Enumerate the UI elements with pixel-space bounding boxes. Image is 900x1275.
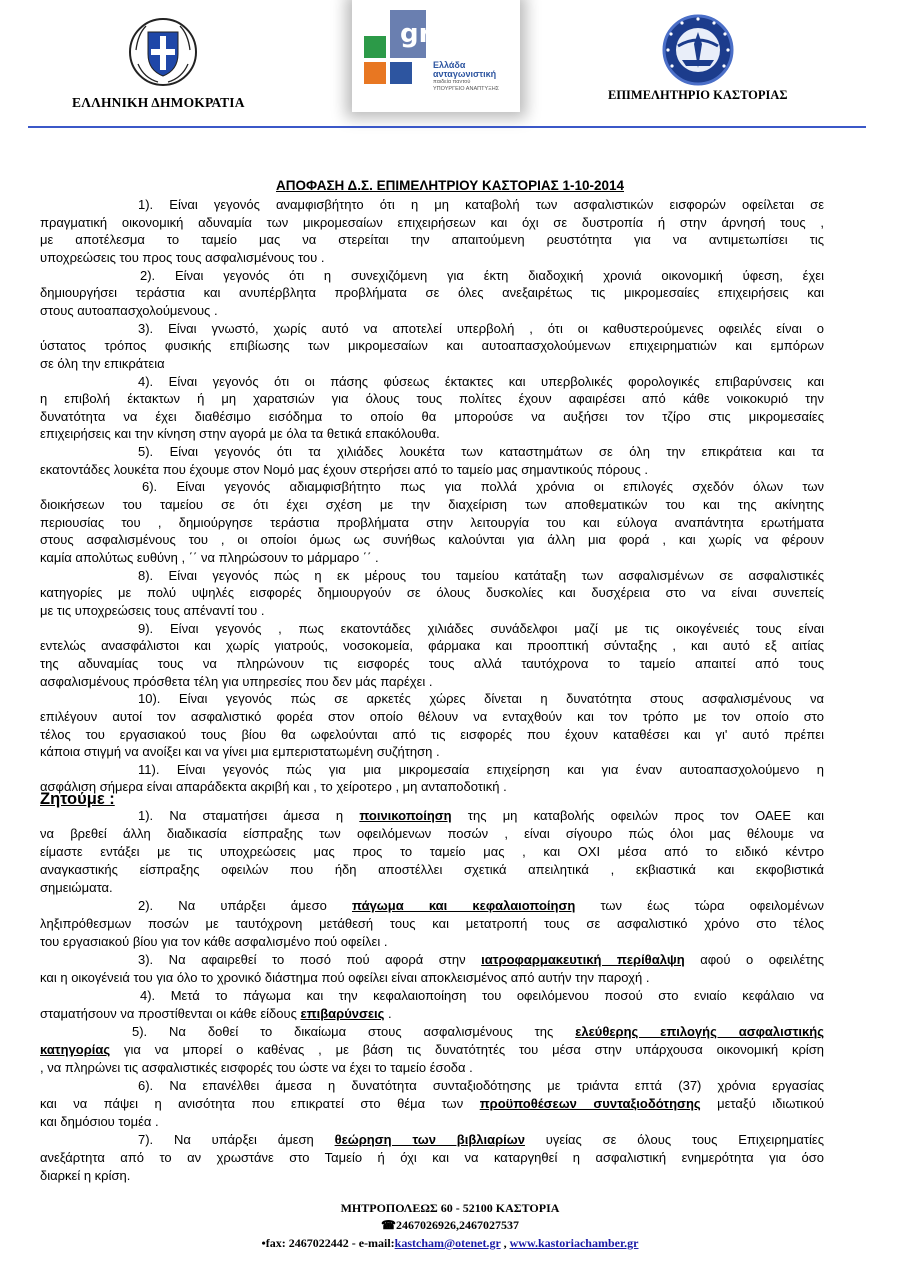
demand-5-line-1: 5). Να δοθεί το δικαίωμα στους ασφαλισμένους της ελεύθερης επιλογής ασφαλιστικής [132,1024,824,1039]
finding-line: τέλος του εργασιακού τους βίου θα ωφελούνται από τις εισφορές που έχουν καταθέσει και γι' αυτό πρέπει [40,726,824,742]
footer-address: ΜΗΤΡΟΠΟΛΕΩΣ 60 - 52100 ΚΑΣΤΟΡΙΑ [340,1201,560,1215]
finding-line: 3). Είναι γνωστό, χωρίς αυτό να αποτελεί υπερβολή , ότι οι καθυστερούμενες οφειλές είναι ο [138,320,824,336]
finding-line: δυνατότητα να έχει διαθέσιμο εισόδημα το οποίο θα μπορούσε να αυξήσει τον τζίρο στις μικρομεσαίες [40,408,824,424]
demand-1-line-5: σημειώματα. [40,880,113,895]
demand-3-line-1: 3). Να αφαιρεθεί το ποσό πού αφορά στην ιατροφαρμακευτική περίθαλψη αφού ο οφειλέτης [138,952,824,967]
finding-line: 9). Είναι γεγονός , πως εκατοντάδες χιλιάδες συνάδελφοι μαζί με τις οικογένειές τους είναι [138,620,824,636]
demand-1-line-3: είμαστε εντάξει με τις υποχρεώσεις μας προς το ταμείο μας , και ΟΧΙ μέσα από το ειδικό κέντρο [40,844,824,859]
greek-republic-label: ΕΛΛΗΝΙΚΗ ΔΗΜΟΚΡΑΤΙΑ [72,95,245,110]
competitive-greece-logo [352,0,520,112]
finding-line: 2). Είναι γεγονός ότι η συνεχιζόμενη για έκτη διαδοχική χρονιά οικονομική ύφεση, έχει [140,267,824,283]
demand-4-line-1: 4). Μετά το πάγωμα και την κεφαλαιοποίηση του οφειλόμενου ποσού στο ενιαίο κεφάλαιο να [140,988,824,1003]
demand-3-line-2: και η οικογένειά του για όλο το χρονικό διάστημα πού οφείλει είναι αποκλεισμένος από αυτήν την παροχή . [40,970,650,985]
finding-line: περιουσίας του , δημιούργησε τεράστια προβλήματα στην λειτουργία του και εύλογα αναπάντητα ερωτήματα [40,514,824,530]
demand-5-line-3: , να πληρώνει τις ασφαλιστικές εισφορές του ώστε να έχει το ταμείο έσοδα . [40,1060,473,1075]
finding-line: εντελώς ανασφάλιστοι και χωρίς γιατρούς, νοσοκομεία, φάρμακα και προοπτική σύνταξης , και αυτό εξ αιτίας [40,638,824,654]
finding-line: καμία απολύτως ευθύνη , ΄΄ να πληρώσουν το μάρμαρο ΄΄ . [40,550,379,565]
footer-phone: ☎2467026926,2467027537 [381,1218,519,1232]
email-link[interactable]: kastcham@otenet.gr [394,1236,501,1250]
header-divider [28,126,866,128]
logo-text-line-1: Ελλάδα [433,60,466,70]
demand-7-line-1: 7). Να υπάρξει άμεση θεώρηση των βιβλιαρίων υγείας σε όλους τους Επιχειρηματίες [138,1132,824,1147]
finding-line: η επιβολή έκτακτων ή μη χαρατσιών για όλους τους πολίτες έχουν αφαιρέσει από κάθε νοικοκυριό την [40,391,824,407]
greek-republic-crest [128,12,198,94]
finding-line: στους αυτοαπασχολούμενους . [40,302,218,318]
finding-line: 10). Είναι γεγονός πώς σε αρκετές χώρες δίνεται η δυνατότητα στους ασφαλισμένους να [138,691,824,707]
chamber-label: ΕΠΙΜΕΛΗΤΗΡΙΟ ΚΑΣΤΟΡΙΑΣ [608,88,788,102]
footer-contact: •fax: 2467022442 - e-mail:kastcham@otenet.gr , www.kastoriachamber.gr [261,1236,639,1250]
demand-1-line-2: να βρεθεί άλλη διαδικασία είσπραξης των οφειλόμενων ποσών , είναι σίγουρο πώς όλοι μας θέλουμε να [40,826,824,841]
finding-line: στους ασφαλισμένους του , οι οποίοι όμως ως συνήθως καλούνται για άλλη μια φορά , και χωρίς να φέρουν [40,532,824,548]
demand-1-line-1: 1). Να σταματήσει άμεσα η ποινικοποίηση της μη καταβολής οφειλών προς τον ΟΑΕΕ και [138,808,824,823]
demand-4-line-2: σταματήσουν να προστίθενται οι κάθε είδους επιβαρύνσεις . [40,1006,392,1021]
demands-heading: Ζητούμε : [40,790,115,808]
finding-line: εκατοντάδες λουκέτα που έχουμε στον Νομό μας έχουν στερήσει από το ταμείο μας σημαντικούς πόρους . [40,461,648,477]
demand-7-line-3: διαρκεί η κρίση. [40,1168,131,1183]
finding-line: με αποτέλεσμα το ταμείο μας να στερείται την απαιτούμενη ρευστότητα για να αντιμετωπίσει τις [40,232,824,248]
demand-7-line-2: ανεξάρτητα από το αν χρωστάνε στο Ταμείο ή όχι και να καταργηθεί η ασφαλιστική ενημερότητα για όσο [40,1150,824,1165]
demand-6-line-1: 6). Να επανέλθει άμεσα η δυνατότητα συνταξιοδότησης με τριάντα επτά (37) χρόνια εργασίας [138,1078,824,1093]
finding-line: ασφάλιση σήμερα είναι απαράδεκτα ακριβή και , το χείροτερο , μη ανταποδοτική . [40,779,507,795]
finding-line: πραγματική οικονομική αδυναμία των μικρομεσαίων επιχειρήσεων και όχι σε δυστροπία ή στην άρνησή τους , [40,214,824,230]
logo-text-line-4: ΥΠΟΥΡΓΕΙΟ ΑΝΑΠΤΥΞΗΣ [433,86,500,92]
finding-line: κατηγορίες με πολύ υψηλές εισφορές δημιουργούν σε όλους δυσκολίες και δυσχέρεια στο να είναι συνεπείς [40,585,824,601]
finding-line: υποχρεώσεις του προς τους ασφαλισμένους του . [40,249,325,265]
logo-gr-mark: gr [400,19,432,49]
finding-line: δημιουργήσει τεράστια και ανυπέρβλητα προβλήματα σε όλες ανεξαιρέτως τις μικρομεσαίες επιχειρήσεις και [40,285,824,301]
finding-line: της αδυναμίας τους να πληρώνουν τις εισφορές τους αλλά ταυτόχρονα το ταμείο απαιτεί από τους [40,655,824,671]
finding-line: 1). Είναι γεγονός αναμφισβήτητο ότι η μη καταβολή των ασφαλιστικών εισφορών οφείλεται σε [138,197,824,212]
finding-line: με τις υποχρεώσεις τους απέναντί του . [40,603,265,618]
demand-6-line-3: και δημόσιου τομέα . [40,1114,159,1129]
finding-line: 4). Είναι γεγονός ότι οι πάσης φύσεως έκτακτες και υπερβολικές φορολογικές επιβαρύνσεις και [138,373,824,389]
finding-line: 8). Είναι γεγονός πώς η εκ μέρους του ταμείου κατάταξη των ασφαλισμένων σε ασφαλιστικές [138,567,824,583]
finding-line: 5). Είναι γεγονός ότι τα χιλιάδες λουκέτα των καταστημάτων σε όλη την επικράτεια και τα [138,444,824,460]
finding-line: κάποια στιγμή να ανοίξει και να γίνει μια εμπεριστατωμένη συζήτηση . [40,744,440,760]
demand-2-line-3: του εργασιακού βίου για τον κάθε ασφαλισμένο πού οφείλει . [40,934,388,949]
finding-line: ύστατος τρόπος φυσικής επιβίωσης των μικρομεσαίων και αυτοαπασχολούμενων επιχειρηματιών και εμπόρων [40,338,824,354]
website-link[interactable]: www.kastoriachamber.gr [509,1236,639,1250]
logo-text-line-3: παιδεία παντού [433,79,471,85]
finding-line: επιχειρήσεις και την κίνηση στην αγορά με όλα τα θετικά επακόλουθα. [40,426,440,442]
demand-2-line-1: 2). Να υπάρξει άμεσο πάγωμα και κεφαλαιοποίηση των έως τώρα οφειλομένων [138,898,824,913]
kastoria-chamber-logo [648,10,748,88]
finding-line: επιλέγουν αυτοί τον ασφαλιστικό φορέα στον οποίο θέλουν να ενταχθούν και τον τρόπο με τον οποίο στο [40,708,824,724]
finding-line: ασφαλισμένους πρόσθετα τέλη για υπηρεσίες που δεν μάς παρέχει . [40,673,433,689]
logo-text-line-2: ανταγωνιστική [433,69,497,79]
finding-line: διοικήσεων του ταμείου σε ότι έχει σχέση με την διαχείριση των αποθεματικών του και της ακίνητης [40,497,824,512]
demand-1-line-4: αναγκαστικής είσπραξης οφειλών που ήδη αποστέλλει σχετικά απειλητικά , εκβιαστικά και εκφοβιστικά [40,862,824,877]
document-title: ΑΠΟΦΑΣΗ Δ.Σ. ΕΠΙΜΕΛΗΤΡΙΟΥ ΚΑΣΤΟΡΙΑΣ 1-10-2014 [275,178,625,193]
demand-5-line-2: κατηγορίας για να μπορεί ο καθένας , με βάση τις δυνατότητές του μέσα στην υπάρχουσα οικονομική κρίση [40,1042,824,1057]
finding-line: σε όλη την επικράτεια [40,355,165,371]
finding-line: 11). Είναι γεγονός πώς για μια μικρομεσαία επιχείρηση και για έναν αυτοαπασχολούμενο η [138,761,824,777]
demand-6-line-2: και να πάψει η ανισότητα που επικρατεί στο θέμα των προϋποθέσεων συνταξιοδότησης μεταξύ ιδιωτικού [40,1096,824,1111]
finding-line: 6). Είναι γεγονός αδιαμφισβήτητο πως για πολλά χρόνια οι επιλογές σχεδόν όλων των [142,479,824,495]
demand-2-line-2: ληξιπρόθεσμων ποσών με ταυτόχρονη μετάθεσή τους και μετατροπή τους σε ασφαλιστικό χρόνο στο τέλος [40,916,824,931]
